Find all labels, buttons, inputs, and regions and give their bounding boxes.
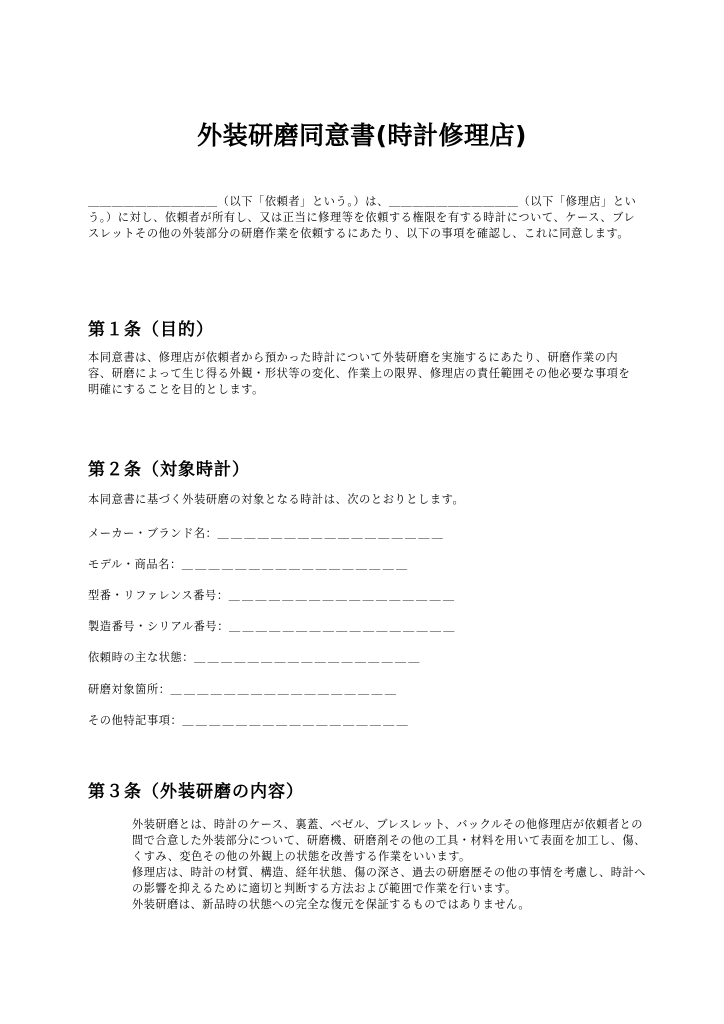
article-3-paragraph: 外装研磨は、新品時の状態への完全な復元を保証するものではありません。: [132, 898, 531, 911]
field-polish-area: [88, 681, 398, 697]
field-label: 依頼時の主な状態：: [88, 651, 195, 664]
intro-paragraph: ＿＿＿＿＿＿＿＿＿＿＿（以下「依頼者」という。）は、＿＿＿＿＿＿＿＿＿＿＿（以下「修理店」という。）に対し、依頼者が所有し、又は正当に修理等を依頼する権限を有する時計について、ケース、ブレスレットその他の外装部分の研磨作業を依頼するにあたり、以下の事項を確認し、これに同意します。: [88, 195, 637, 240]
article-2-heading: 第２条（対象時計）: [88, 460, 250, 480]
field-blank-line: ＿＿＿＿＿＿＿＿＿＿＿＿＿＿＿＿＿: [170, 683, 399, 696]
field-label: 型番・リファレンス番号：: [88, 589, 229, 602]
field-label: モデル・商品名：: [88, 558, 182, 571]
article-3-body: [132, 817, 647, 913]
article-2-body: 本同意書に基づく外装研磨の対象となる時計は、次のとおりとします。: [88, 493, 465, 506]
field-other-notes: [88, 712, 410, 728]
field-condition: [88, 649, 422, 665]
article-3-paragraph: 外装研磨とは、時計のケース、裏蓋、ベゼル、ブレスレット、バックルその他修理店が依頼者との間で合意した外装部分について、研磨機、研磨剤その他の工具・材料を用いて表面を加工し、傷、くすみ、変色その他の外観上の状態を改善する作業をいいます。: [132, 818, 646, 863]
article-3-paragraph: 修理店は、時計の材質、構造、経年状態、傷の深さ、過去の研磨歴その他の事情を考慮し、時計への影響を抑えるために適切と判断する方法および範囲で作業を行います。: [132, 866, 646, 895]
article-1-heading: 第１条（目的）: [88, 320, 214, 340]
field-blank-line: ＿＿＿＿＿＿＿＿＿＿＿＿＿＿＿＿＿: [182, 714, 410, 727]
field-reference-number: [88, 587, 456, 603]
field-label: 製造番号・シリアル番号：: [88, 620, 230, 633]
field-label: メーカー・ブランド名：: [88, 527, 218, 540]
field-blank-line: ＿＿＿＿＿＿＿＿＿＿＿＿＿＿＿＿＿: [229, 620, 457, 633]
field-blank-line: ＿＿＿＿＿＿＿＿＿＿＿＿＿＿＿＿＿: [194, 651, 422, 664]
article-1-body: 本同意書は、修理店が依頼者から預かった時計について外装研磨を実施するにあたり、研磨作業の内容、研磨によって生じ得る外観・形状等の変化、作業上の限界、修理店の責任範囲その他必要な事項を明確にすることを目的とします。: [88, 351, 631, 396]
field-blank-line: ＿＿＿＿＿＿＿＿＿＿＿＿＿＿＿＿＿: [181, 558, 410, 571]
field-label: その他特記事項：: [88, 714, 183, 727]
field-model-name: [88, 556, 409, 572]
field-blank-line: ＿＿＿＿＿＿＿＿＿＿＿＿＿＿＿＿＿: [228, 589, 457, 602]
document-title: 外装研磨同意書(時計修理店): [197, 121, 527, 150]
article-3-heading: 第３条（外装研磨の内容）: [88, 782, 304, 802]
field-label: 研磨対象箇所：: [88, 683, 171, 696]
field-blank-line: ＿＿＿＿＿＿＿＿＿＿＿＿＿＿＿＿＿: [217, 527, 446, 540]
field-serial-number: [88, 618, 457, 634]
field-maker-brand: [88, 525, 445, 541]
